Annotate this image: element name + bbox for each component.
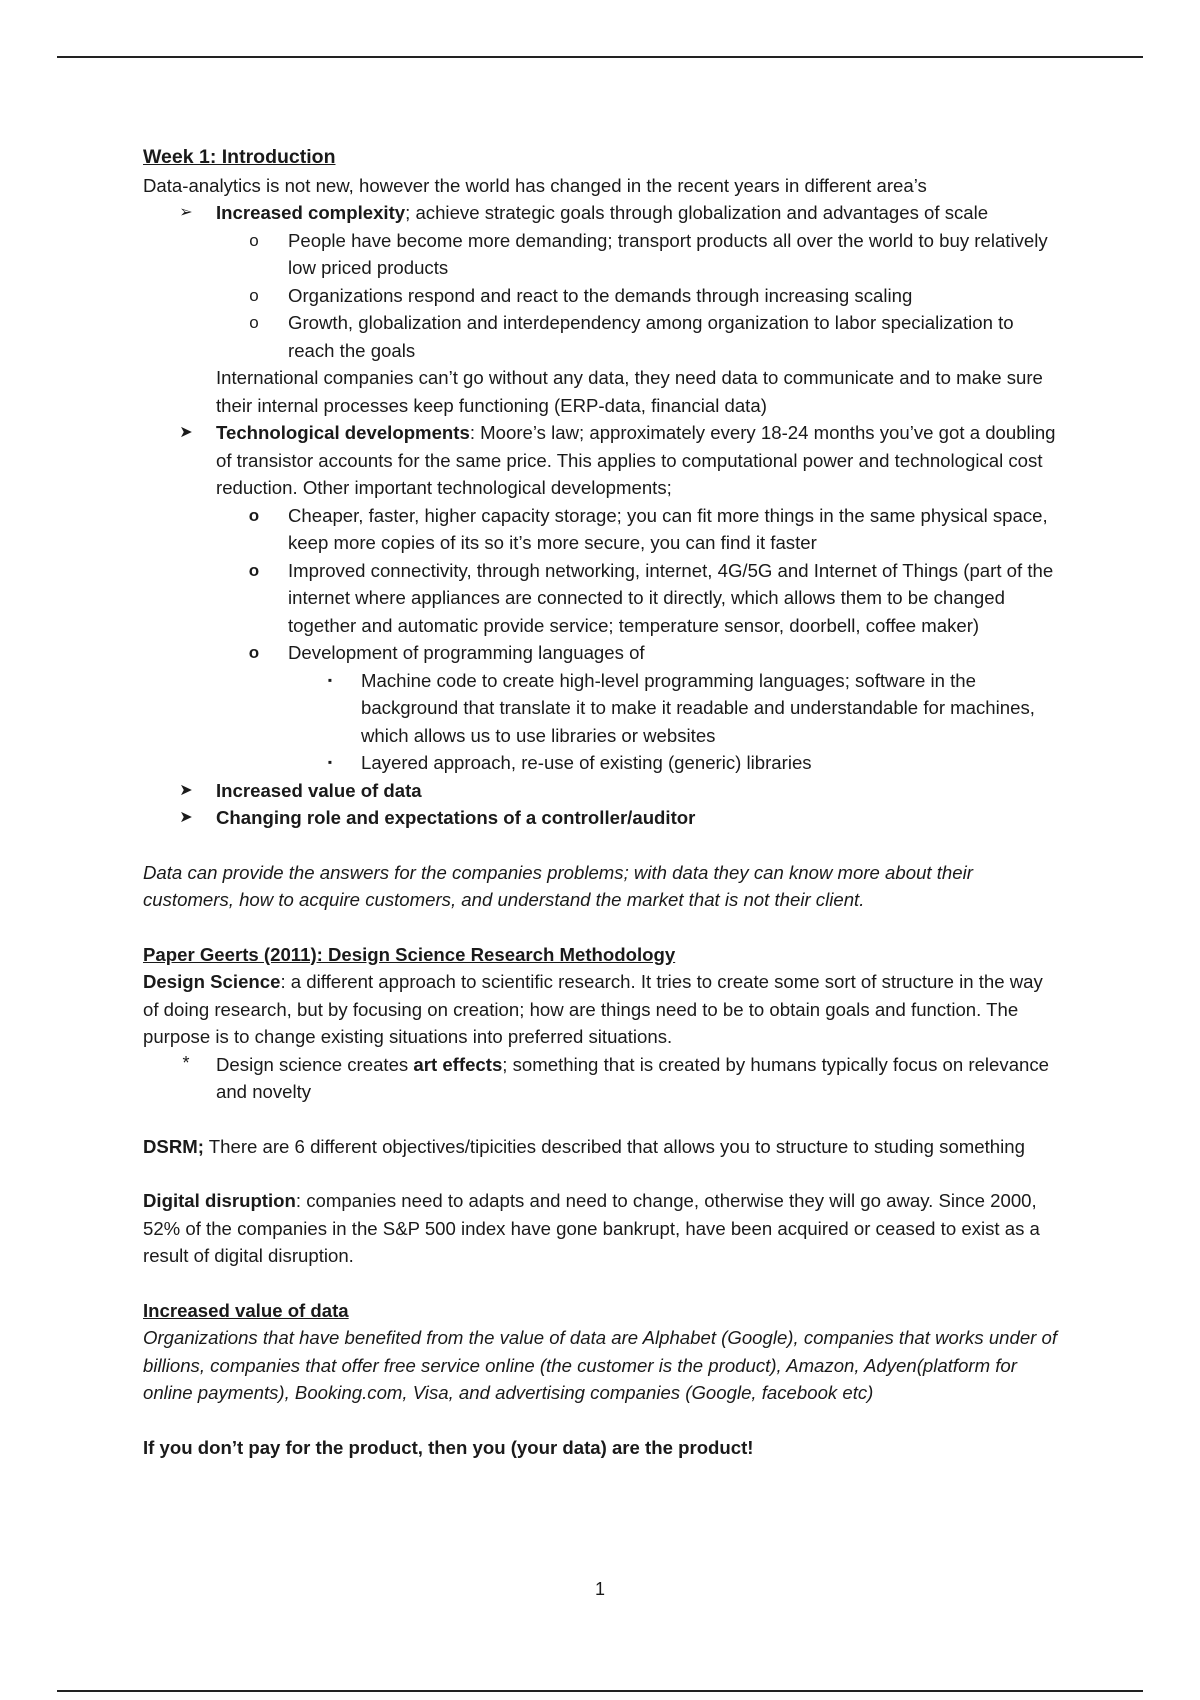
paper-heading: Paper Geerts (2011): Design Science Research Methodology bbox=[143, 943, 676, 965]
circle-bullet-icon: o bbox=[248, 643, 260, 662]
footer-rule bbox=[57, 1690, 1143, 1692]
technology-text: : Moore’s law; approximately every 18-24 months you’ve got a doubling of transistor accounts for the same price. This applies to computational power and technological cost reduction. Other important technological developments; bbox=[216, 422, 1056, 498]
summary-text: Data can provide the answers for the companies problems; with data they can know more about their customers, how to acquire customers, and understand the market that is not their client. bbox=[143, 861, 973, 910]
arrow-bullet-icon: ➤ bbox=[179, 781, 193, 799]
value-heading: Increased value of data bbox=[143, 1299, 349, 1321]
sub-bullet: o Improved connectivity, through networking, internet, 4G/5G and Internet of Things (part of the internet where appliances are connected to it directly, which allows them to be changed together and automatic provide service; temperature sensor, doorbell, coffee maker) bbox=[143, 557, 1058, 640]
intro-text: Data-analytics is not new, however the world has changed in the recent years in different area’s bbox=[143, 174, 927, 196]
sub-bullet: o Cheaper, faster, higher capacity storage; you can fit more things in the same physical space, keep more copies of its so it’s more secure, you can find it faster bbox=[143, 502, 1058, 557]
circle-bullet-icon: o bbox=[249, 285, 259, 305]
sub-bullet: o Development of programming languages of bbox=[143, 639, 1058, 667]
sub-sub-bullet: ▪ Layered approach, re-use of existing (generic) libraries bbox=[143, 749, 1058, 777]
complexity-note: International companies can’t go without any data, they need data to communicate and to make sure their internal processes keep functioning (ERP-data, financial data) bbox=[216, 367, 1043, 416]
bullet-value: ➤ Increased value of data bbox=[143, 777, 1058, 805]
complexity-label: Increased complexity bbox=[216, 202, 406, 223]
digital-disruption-paragraph: Digital disruption: companies need to adapts and need to change, otherwise they will go away. Since 2000, 52% of the companies in the S&P 500 index have gone bankrupt, have been acquired or ceased to exist as a result of digital disruption. bbox=[143, 1190, 1040, 1266]
technology-label: Technological developments bbox=[216, 422, 470, 443]
week1-heading: Week 1: Introduction bbox=[143, 146, 336, 168]
bullet-technology bbox=[143, 419, 1058, 502]
square-bullet-icon: ▪ bbox=[327, 755, 333, 769]
document-page bbox=[143, 144, 1058, 1461]
arrow-bullet-icon: ➤ bbox=[179, 424, 193, 441]
sub-bullet: o Organizations respond and react to the demands through increasing scaling bbox=[143, 282, 1058, 310]
square-bullet-icon: ▪ bbox=[327, 672, 333, 687]
complexity-text: ; achieve strategic goals through globalization and advantages of scale bbox=[405, 202, 989, 223]
arrow-bullet-icon: ➢ bbox=[179, 204, 193, 221]
circle-bullet-icon: o bbox=[248, 505, 260, 525]
circle-bullet-icon: o bbox=[249, 230, 259, 250]
sub-sub-bullet: ▪ Machine code to create high-level programming languages; software in the background that translate it to make it readable and understandable for machines, which allows us to use libraries or websites bbox=[143, 667, 1058, 750]
bullet-role: ➤ Changing role and expectations of a controller/auditor bbox=[143, 804, 1058, 832]
design-science-paragraph: Design Science: a different approach to scientific research. It tries to create some sort of structure in the way of doing research, but by focusing on creation; how are things need to be to obtain goals and function. The purpose is to change existing situations into preferred situations. bbox=[143, 971, 1043, 1047]
value-text: Organizations that have benefited from the value of data are Alphabet (Google), companies that works under of billions, companies that offer free service online (the customer is the product), Amazon, Adyen(platform for online payments), Booking.com, Visa, and advertising companies (Google, facebook etc) bbox=[143, 1327, 1058, 1403]
bullet-complexity bbox=[143, 199, 1058, 227]
sub-bullet: o People have become more demanding; transport products all over the world to buy relatively low priced products bbox=[143, 227, 1058, 282]
arrow-bullet-icon: ➤ bbox=[179, 809, 193, 826]
dsrm-paragraph: DSRM; There are 6 different objectives/tipicities described that allows you to structure to studing something bbox=[143, 1135, 1025, 1157]
page-number: 1 bbox=[594, 1579, 605, 1599]
header-rule bbox=[57, 56, 1143, 58]
circle-bullet-icon: o bbox=[249, 313, 259, 332]
sub-bullet: o Growth, globalization and interdependency among organization to labor specialization to reach the goals bbox=[143, 309, 1058, 364]
slogan: If you don’t pay for the product, then you (your data) are the product! bbox=[143, 1436, 754, 1458]
circle-bullet-icon: o bbox=[248, 560, 260, 580]
star-bullet: * Design science creates art effects; something that is created by humans typically focus on relevance and novelty bbox=[143, 1051, 1058, 1106]
star-bullet-icon: * bbox=[182, 1052, 190, 1073]
